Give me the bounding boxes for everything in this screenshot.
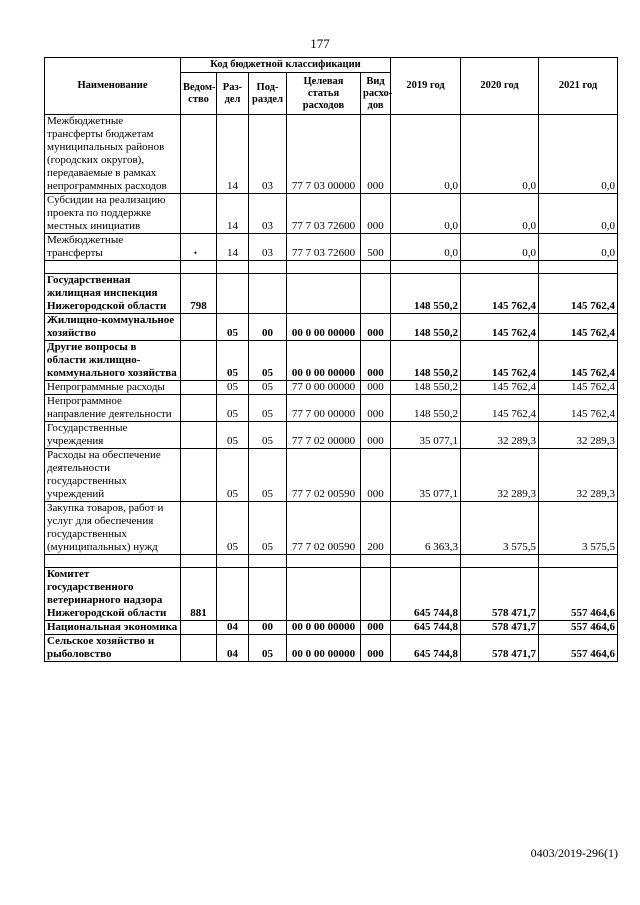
row-dept bbox=[181, 635, 217, 662]
row-subsection: 05 bbox=[249, 502, 287, 555]
row-dept bbox=[181, 621, 217, 635]
row-subsection: 05 bbox=[249, 395, 287, 422]
header-subsection: Под-раздел bbox=[249, 73, 287, 115]
row-target: 77 7 00 00000 bbox=[287, 395, 361, 422]
row-section: 05 bbox=[217, 449, 249, 502]
row-section: 04 bbox=[217, 635, 249, 662]
row-dept: 798 bbox=[181, 274, 217, 314]
row-name: Другие вопросы в области жилищно-коммунального хозяйства bbox=[45, 341, 181, 381]
row-name: Сельское хозяйство и рыболовство bbox=[45, 635, 181, 662]
row-2019: 148 550,2 bbox=[391, 341, 461, 381]
row-exp: 000 bbox=[361, 194, 391, 234]
row-name: Межбюджетные трансферты bbox=[45, 234, 181, 261]
row-2019: 35 077,1 bbox=[391, 449, 461, 502]
row-section: 05 bbox=[217, 502, 249, 555]
row-2020: 0,0 bbox=[461, 115, 539, 194]
row-2020: 578 471,7 bbox=[461, 568, 539, 621]
row-2021: 145 762,4 bbox=[539, 314, 618, 341]
row-2021: 145 762,4 bbox=[539, 274, 618, 314]
row-dept bbox=[181, 115, 217, 194]
row-2020: 578 471,7 bbox=[461, 635, 539, 662]
row-subsection: 03 bbox=[249, 194, 287, 234]
row-target: 00 0 00 00000 bbox=[287, 621, 361, 635]
row-2019: 645 744,8 bbox=[391, 635, 461, 662]
header-2019: 2019 год bbox=[391, 58, 461, 115]
row-2021: 145 762,4 bbox=[539, 381, 618, 395]
row-target: 77 7 02 00590 bbox=[287, 502, 361, 555]
row-2019: 148 550,2 bbox=[391, 381, 461, 395]
spacer-row bbox=[45, 261, 618, 274]
row-subsection: 03 bbox=[249, 115, 287, 194]
row-name: Субсидии на реализацию проекта по поддержке местных инициатив bbox=[45, 194, 181, 234]
header-section: Раз-дел bbox=[217, 73, 249, 115]
row-exp: 000 bbox=[361, 422, 391, 449]
row-2019: 645 744,8 bbox=[391, 568, 461, 621]
row-2021: 0,0 bbox=[539, 234, 618, 261]
row-2019: 148 550,2 bbox=[391, 314, 461, 341]
row-subsection: 05 bbox=[249, 449, 287, 502]
table-row bbox=[45, 194, 618, 234]
row-subsection: 05 bbox=[249, 381, 287, 395]
row-2020: 145 762,4 bbox=[461, 395, 539, 422]
row-subsection: 05 bbox=[249, 422, 287, 449]
header-dept: Ведом-ство bbox=[181, 73, 217, 115]
table-row bbox=[45, 341, 618, 381]
row-target: 00 0 00 00000 bbox=[287, 314, 361, 341]
row-name: Межбюджетные трансферты бюджетам муниципальных районов (городских округов), передаваемые в рамках непрограммных расходов bbox=[45, 115, 181, 194]
row-subsection: 05 bbox=[249, 341, 287, 381]
row-exp bbox=[361, 568, 391, 621]
row-subsection: 00 bbox=[249, 314, 287, 341]
row-section bbox=[217, 274, 249, 314]
table-row bbox=[45, 115, 618, 194]
row-exp: 000 bbox=[361, 449, 391, 502]
row-subsection: 00 bbox=[249, 621, 287, 635]
row-name: Расходы на обеспечение деятельности государственных учреждений bbox=[45, 449, 181, 502]
row-2021: 0,0 bbox=[539, 115, 618, 194]
row-dept bbox=[181, 449, 217, 502]
table-row bbox=[45, 502, 618, 555]
row-target: 77 7 03 00000 bbox=[287, 115, 361, 194]
row-section: 05 bbox=[217, 422, 249, 449]
row-dept bbox=[181, 422, 217, 449]
row-2020: 145 762,4 bbox=[461, 314, 539, 341]
row-section bbox=[217, 568, 249, 621]
page-number: 177 bbox=[310, 36, 330, 51]
table-row bbox=[45, 395, 618, 422]
table-row bbox=[45, 422, 618, 449]
budget-table bbox=[44, 57, 618, 662]
row-2020: 145 762,4 bbox=[461, 381, 539, 395]
row-subsection bbox=[249, 274, 287, 314]
header-target: Целевая статья расходов bbox=[287, 73, 361, 115]
row-section: 04 bbox=[217, 621, 249, 635]
row-section: 05 bbox=[217, 381, 249, 395]
row-section: 05 bbox=[217, 314, 249, 341]
row-name: Непрограммные расходы bbox=[45, 381, 181, 395]
stray-mark: • bbox=[193, 248, 198, 258]
row-section: 05 bbox=[217, 395, 249, 422]
spacer-row bbox=[45, 555, 618, 568]
row-2020: 0,0 bbox=[461, 234, 539, 261]
row-2021: 557 464,6 bbox=[539, 568, 618, 621]
table-row bbox=[45, 449, 618, 502]
row-2019: 0,0 bbox=[391, 234, 461, 261]
row-exp: 000 bbox=[361, 314, 391, 341]
header-name: Наименование bbox=[45, 58, 181, 115]
row-2021: 0,0 bbox=[539, 194, 618, 234]
row-2019: 148 550,2 bbox=[391, 274, 461, 314]
row-2021: 145 762,4 bbox=[539, 395, 618, 422]
row-exp: 000 bbox=[361, 115, 391, 194]
row-exp: 200 bbox=[361, 502, 391, 555]
row-dept bbox=[181, 194, 217, 234]
row-2020: 32 289,3 bbox=[461, 449, 539, 502]
header-classification: Код бюджетной классификации bbox=[181, 58, 391, 73]
row-2020: 145 762,4 bbox=[461, 341, 539, 381]
header-2020: 2020 год bbox=[461, 58, 539, 115]
row-section: 14 bbox=[217, 115, 249, 194]
row-name: Жилищно-коммунальное хозяйство bbox=[45, 314, 181, 341]
row-dept bbox=[181, 502, 217, 555]
row-2021: 3 575,5 bbox=[539, 502, 618, 555]
row-section: 14 bbox=[217, 234, 249, 261]
row-2021: 32 289,3 bbox=[539, 422, 618, 449]
row-subsection: 03 bbox=[249, 234, 287, 261]
row-2019: 148 550,2 bbox=[391, 395, 461, 422]
row-exp: 000 bbox=[361, 635, 391, 662]
table-row bbox=[45, 234, 618, 261]
row-target: 00 0 00 00000 bbox=[287, 341, 361, 381]
row-section: 05 bbox=[217, 341, 249, 381]
row-dept: 881 bbox=[181, 568, 217, 621]
row-2020: 3 575,5 bbox=[461, 502, 539, 555]
row-target: 77 7 02 00000 bbox=[287, 422, 361, 449]
row-exp: 000 bbox=[361, 381, 391, 395]
table-row bbox=[45, 274, 618, 314]
row-target: 77 7 03 72600 bbox=[287, 234, 361, 261]
row-target bbox=[287, 274, 361, 314]
row-dept bbox=[181, 234, 217, 261]
table-row bbox=[45, 381, 618, 395]
row-exp: 500 bbox=[361, 234, 391, 261]
row-exp: 000 bbox=[361, 621, 391, 635]
row-2019: 645 744,8 bbox=[391, 621, 461, 635]
row-dept bbox=[181, 395, 217, 422]
row-name: Национальная экономика bbox=[45, 621, 181, 635]
table-row bbox=[45, 635, 618, 662]
row-name: Государственные учреждения bbox=[45, 422, 181, 449]
row-2021: 557 464,6 bbox=[539, 635, 618, 662]
row-2019: 0,0 bbox=[391, 194, 461, 234]
row-2019: 0,0 bbox=[391, 115, 461, 194]
row-exp: 000 bbox=[361, 341, 391, 381]
row-target: 77 7 03 72600 bbox=[287, 194, 361, 234]
row-2021: 32 289,3 bbox=[539, 449, 618, 502]
row-2019: 6 363,3 bbox=[391, 502, 461, 555]
row-target: 77 0 00 00000 bbox=[287, 381, 361, 395]
row-target bbox=[287, 568, 361, 621]
table-row bbox=[45, 621, 618, 635]
row-name: Комитет государственного ветеринарного надзора Нижегородской области bbox=[45, 568, 181, 621]
row-dept bbox=[181, 381, 217, 395]
table-row bbox=[45, 568, 618, 621]
row-2020: 32 289,3 bbox=[461, 422, 539, 449]
header-exp-type: Вид расхо-дов bbox=[361, 73, 391, 115]
row-2019: 35 077,1 bbox=[391, 422, 461, 449]
row-exp bbox=[361, 274, 391, 314]
row-2021: 145 762,4 bbox=[539, 341, 618, 381]
header-2021: 2021 год bbox=[539, 58, 618, 115]
row-exp: 000 bbox=[361, 395, 391, 422]
row-target: 77 7 02 00590 bbox=[287, 449, 361, 502]
row-subsection: 05 bbox=[249, 635, 287, 662]
row-2020: 145 762,4 bbox=[461, 274, 539, 314]
row-2021: 557 464,6 bbox=[539, 621, 618, 635]
row-name: Непрограммное направление деятельности bbox=[45, 395, 181, 422]
footer-code: 0403/2019-296(1) bbox=[530, 846, 618, 860]
row-name: Государственная жилищная инспекция Нижегородской области bbox=[45, 274, 181, 314]
row-name: Закупка товаров, работ и услуг для обеспечения государственных (муниципальных) нужд bbox=[45, 502, 181, 555]
row-2020: 0,0 bbox=[461, 194, 539, 234]
table-row bbox=[45, 314, 618, 341]
row-dept bbox=[181, 314, 217, 341]
row-target: 00 0 00 00000 bbox=[287, 635, 361, 662]
row-2020: 578 471,7 bbox=[461, 621, 539, 635]
row-dept bbox=[181, 341, 217, 381]
row-subsection bbox=[249, 568, 287, 621]
row-section: 14 bbox=[217, 194, 249, 234]
